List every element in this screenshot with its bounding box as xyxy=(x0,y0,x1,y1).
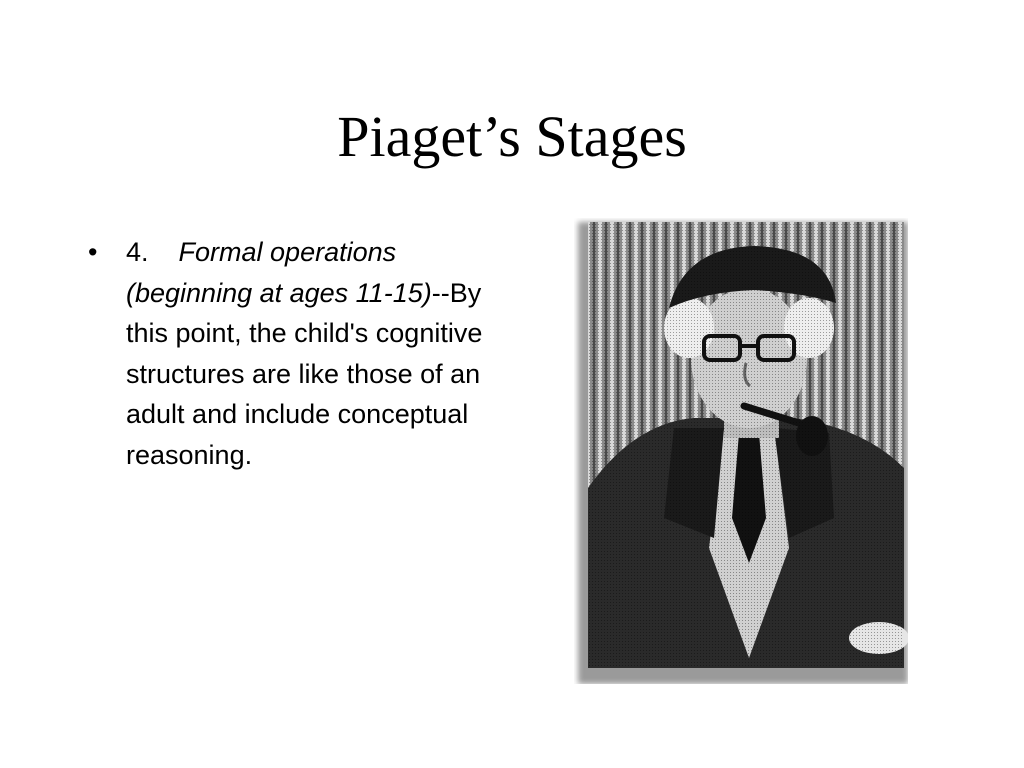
bullet-marker: • xyxy=(88,237,98,267)
bullet-body-text: --By this point, the child's cognitive structures are like those of an adult and include conceptual reasoning. xyxy=(126,277,483,470)
portrait-photo-icon xyxy=(574,218,908,684)
bullet-number: 4. xyxy=(126,237,149,267)
bullet-italic-text: Formal operations (beginning at ages 11-15) xyxy=(126,237,432,308)
bullet-item xyxy=(88,232,508,475)
bullet-list xyxy=(88,232,508,475)
slide-title: Piaget’s Stages xyxy=(337,104,687,169)
